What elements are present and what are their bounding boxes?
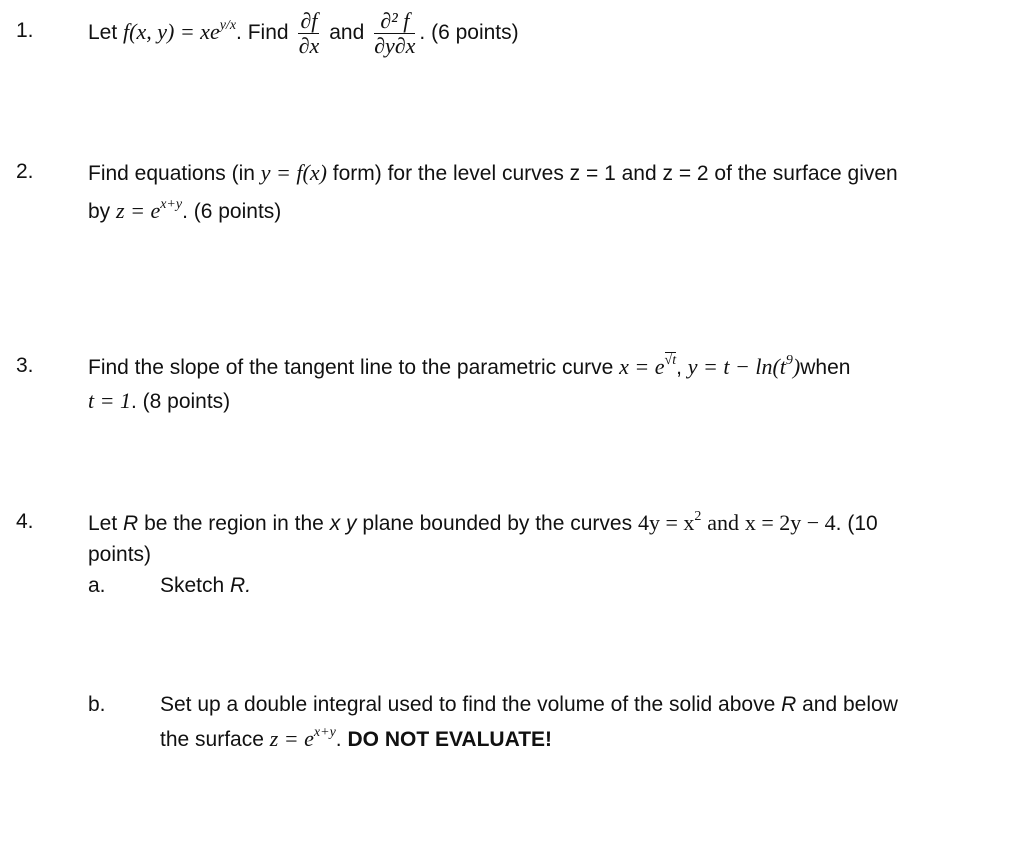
q1-function: f(x, $y) = xe^{y/x}$ bbox=[123, 18, 237, 44]
do-not-evaluate-warning: DO NOT EVALUATE! bbox=[347, 728, 553, 751]
question-2-line-2: by $z = e^{x+y}$. (6 points) bbox=[88, 197, 282, 223]
question-3-number: 3. bbox=[16, 354, 34, 377]
q4-xy: x y bbox=[329, 512, 357, 535]
question-4-line-2: points) bbox=[88, 543, 152, 566]
q3-x-equation: $x = e^{√t}$ bbox=[619, 353, 677, 379]
q2-surface-equation: $z = e^{x+y}$ bbox=[116, 197, 183, 223]
q1-partial-fraction-2: $\frac{\text{∂² f}}{\partial y\partial x}$ bbox=[374, 7, 416, 58]
question-1-text bbox=[88, 4, 519, 61]
q1-partial-fraction-1: $\frac{\partial f}{\partial x}$ bbox=[298, 7, 320, 58]
q1-let: Let bbox=[88, 21, 118, 44]
question-3-line-1: Find the slope of the tangent line to the parametric curve $x = e^{√t}$, $y = t - \ln(t^9)when$ bbox=[88, 353, 851, 379]
q3-t-value: t = 1 bbox=[88, 388, 131, 413]
q4-curve-1: $4y = x^2$ bbox=[637, 509, 702, 535]
question-2-line-1: Find equations (in y = f(x) form) for the level curves z = 1 and z = 2 of the surface given bbox=[88, 160, 898, 185]
question-3-line-2: t = 1. (8 points) bbox=[88, 388, 231, 413]
q1-points: . (6 points) bbox=[419, 21, 519, 44]
part-b-letter: b. bbox=[88, 693, 106, 716]
q1-and: and bbox=[329, 21, 365, 44]
part-b-line-2: the surface $z = e^{x+y}$. DO NOT EVALUATE! bbox=[160, 725, 553, 751]
part-a-letter: a. bbox=[88, 574, 106, 597]
q1-find: . Find bbox=[236, 21, 289, 44]
q4-curve-2: x = 2y − 4 bbox=[744, 510, 836, 535]
question-4-line-1: Let R be the region in the x y plane bounded by the curves $4y = x^2$ and x = 2y − 4. (10 bbox=[88, 509, 878, 535]
part-b-surface-equation: $z = e^{x+y}$ bbox=[269, 725, 336, 751]
part-b-line-1: Set up a double integral used to find the volume of the solid above R and below bbox=[160, 693, 898, 716]
question-1-number: 1. bbox=[16, 19, 34, 42]
q4-region-R: R bbox=[123, 512, 139, 535]
question-4-number: 4. bbox=[16, 510, 34, 533]
question-2-number: 2. bbox=[16, 160, 34, 183]
q2-form-expression: y = f(x) bbox=[260, 160, 327, 185]
part-a-text: Sketch R. bbox=[160, 574, 252, 597]
q3-y-equation: $y = t - \ln(t^9)$ bbox=[687, 353, 801, 379]
